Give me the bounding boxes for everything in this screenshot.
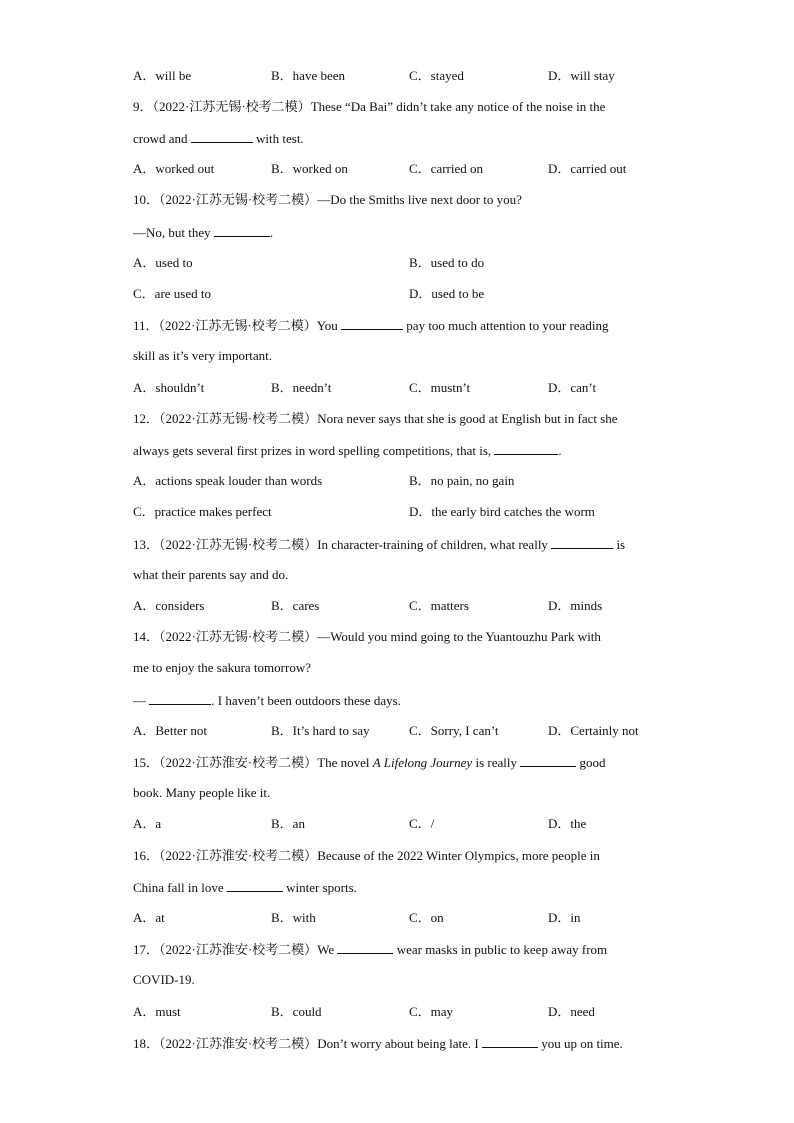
q12-stem-line1: 12．（2022·江苏无锡·校考二模）Nora never says that she is good at English but in fact she [133, 411, 618, 426]
q14-stem-line1: 14．（2022·江苏无锡·校考二模）—Would you mind going to the Yuantouzhu Park with [133, 629, 601, 644]
q13-stem-line1: 13．（2022·江苏无锡·校考二模）In character-training of children, what really is [133, 537, 626, 552]
q11-stem-line1: 11．（2022·江苏无锡·校考二模）You pay too much attention to your reading [133, 318, 609, 333]
q10-stem-line1: 10．（2022·江苏无锡·校考二模）—Do the Smiths live next door to you? [133, 192, 522, 207]
q12-option-d: D．the early bird catches the worm [409, 504, 595, 519]
q10-option-b: B．used to do [409, 255, 485, 270]
book-title: A Lifelong Journey [372, 755, 473, 770]
q14-stem-line2: me to enjoy the sakura tomorrow? [133, 660, 311, 675]
q13-stem-line2: what their parents say and do. [133, 567, 289, 582]
q11-option-a: A．shouldn’t [133, 380, 205, 395]
answer-blank [149, 692, 211, 705]
q15-option-a: A．a [133, 816, 162, 831]
q17-option-a: A．must [133, 1004, 181, 1019]
q10-option-c: C．are used to [133, 286, 211, 301]
answer-blank [341, 317, 403, 330]
q13-option-a: A．considers [133, 598, 205, 613]
q9-option-d: D．carried out [548, 161, 627, 176]
q15-stem-line1: 15．（2022·江苏淮安·校考二模）The novel A Lifelong Journey is really good [133, 755, 606, 770]
q14-option-a: A．Better not [133, 723, 208, 738]
q9-option-c: C．carried on [409, 161, 484, 176]
q15-option-d: D．the [548, 816, 587, 831]
answer-blank [520, 754, 576, 767]
q12-option-c: C．practice makes perfect [133, 504, 272, 519]
q16-option-d: D．in [548, 910, 581, 925]
q11-stem-line2: skill as it’s very important. [133, 348, 273, 363]
q8-option-b: B．have been [271, 68, 346, 83]
q13-option-b: B．cares [271, 598, 320, 613]
q13-option-c: C．matters [409, 598, 469, 613]
q17-option-d: D．need [548, 1004, 595, 1019]
q16-option-b: B．with [271, 910, 316, 925]
q18-stem-line1: 18．（2022·江苏淮安·校考二模）Don’t worry about being late. I you up on time. [133, 1036, 623, 1051]
q17-option-c: C．may [409, 1004, 454, 1019]
q11-option-d: D．can’t [548, 380, 597, 395]
answer-blank [227, 879, 283, 892]
q9-stem-line1: 9．（2022·江苏无锡·校考二模）These “Da Bai” didn’t take any notice of the noise in the [133, 99, 606, 114]
q11-option-c: C．mustn’t [409, 380, 471, 395]
q17-option-b: B．could [271, 1004, 322, 1019]
q16-stem-line2: China fall in love winter sports. [133, 880, 357, 895]
q16-option-c: C．on [409, 910, 444, 925]
answer-blank [214, 224, 270, 237]
q14-option-d: D．Certainly not [548, 723, 639, 738]
q14-option-c: C．Sorry, I can’t [409, 723, 499, 738]
q17-stem-line2: COVID-19. [133, 972, 195, 987]
q15-option-c: C．/ [409, 816, 435, 831]
q15-option-b: B．an [271, 816, 305, 831]
q8-option-a: A．will be [133, 68, 192, 83]
q10-option-d: D．used to be [409, 286, 485, 301]
q12-stem-line2: always gets several first prizes in word spelling competitions, that is, . [133, 443, 562, 458]
q13-option-d: D．minds [548, 598, 603, 613]
q9-option-a: A．worked out [133, 161, 215, 176]
q11-option-b: B．needn’t [271, 380, 332, 395]
answer-blank [482, 1035, 538, 1048]
answer-blank [494, 442, 558, 455]
answer-blank [337, 941, 393, 954]
q14-option-b: B．It’s hard to say [271, 723, 370, 738]
q12-option-b: B．no pain, no gain [409, 473, 515, 488]
q9-stem-line2: crowd and with test. [133, 131, 304, 146]
q10-option-a: A．used to [133, 255, 193, 270]
q14-stem-line3: — . I haven’t been outdoors these days. [133, 693, 401, 708]
q8-option-c: C．stayed [409, 68, 464, 83]
q9-option-b: B．worked on [271, 161, 348, 176]
q15-stem-line2: book. Many people like it. [133, 785, 271, 800]
answer-blank [191, 130, 253, 143]
q10-stem-line2: —No, but they . [133, 225, 274, 240]
q17-stem-line1: 17．（2022·江苏淮安·校考二模）We wear masks in public to keep away from [133, 942, 608, 957]
q16-stem-line1: 16．（2022·江苏淮安·校考二模）Because of the 2022 Winter Olympics, more people in [133, 848, 600, 863]
q16-option-a: A．at [133, 910, 165, 925]
q12-option-a: A．actions speak louder than words [133, 473, 323, 488]
answer-blank [551, 536, 613, 549]
q8-option-d: D．will stay [548, 68, 615, 83]
